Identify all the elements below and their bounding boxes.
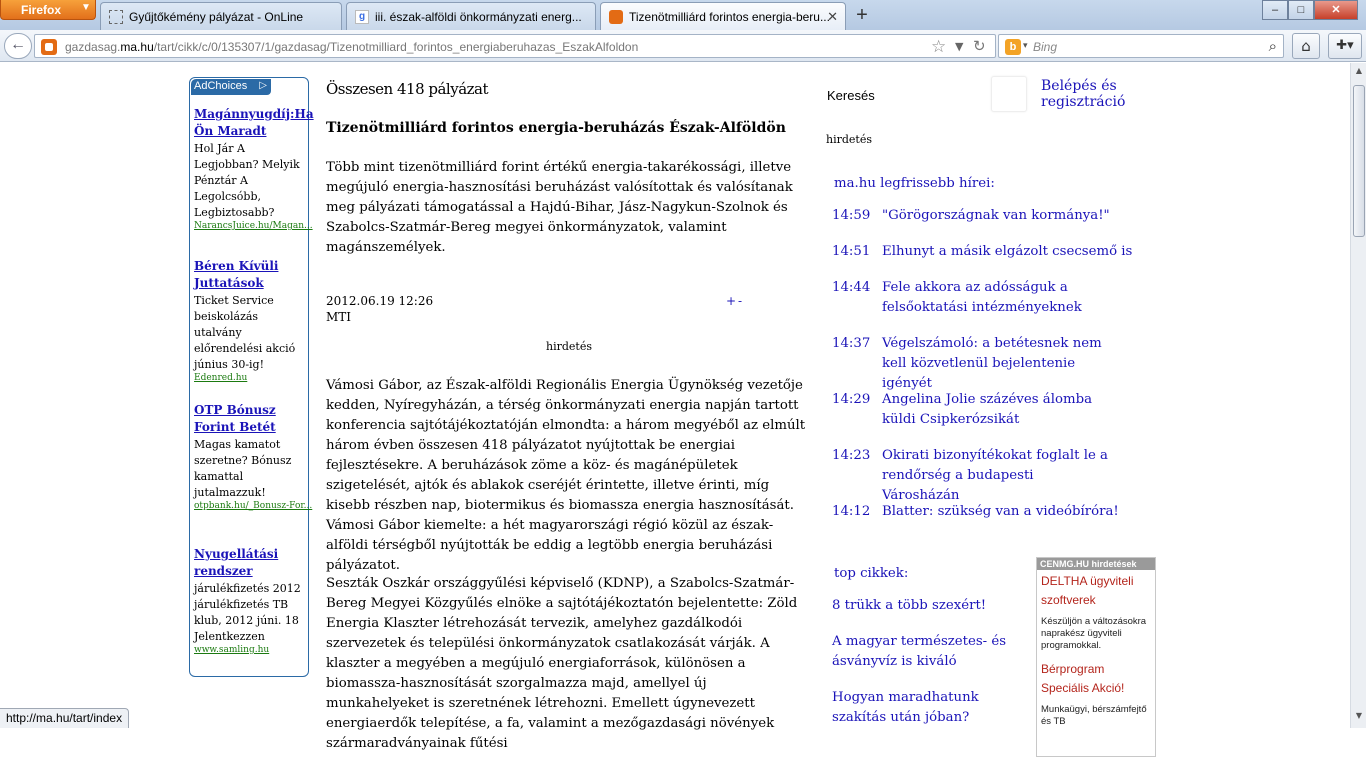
history-dropdown-icon[interactable]: ▼	[955, 40, 964, 53]
article-source: MTI	[326, 310, 352, 324]
login-register-link[interactable]	[1041, 78, 1125, 110]
latest-news-heading[interactable]: ma.hu legfrissebb hírei:	[834, 176, 995, 191]
application-count: Összesen 418 pályázat	[326, 80, 489, 98]
tab-title: iii. észak-alföldi önkormányzati energ...	[375, 10, 582, 24]
ad-item[interactable]	[194, 258, 308, 383]
login-link-line: regisztráció	[1041, 94, 1126, 110]
scroll-down-icon[interactable]: ▼	[1355, 711, 1363, 720]
font-size-controls[interactable]: +-	[726, 294, 745, 308]
tab-title: Tizenötmilliárd forintos energia-beru...	[629, 10, 830, 24]
navigation-toolbar	[0, 30, 1366, 62]
cenmg-ad-text: Munkaügyi, bérszámfejtő és TB	[1041, 704, 1147, 727]
cenmg-ad-box	[1036, 557, 1156, 757]
news-time: 14:44	[832, 280, 871, 295]
article-headline: Tizenötmilliárd forintos energia-beruházás Észak-Alföldön	[326, 120, 786, 136]
tab-2[interactable]	[346, 2, 596, 30]
adchoices-label: AdChoices	[194, 80, 248, 92]
ad-item[interactable]	[194, 402, 313, 511]
plus-icon: +	[856, 4, 868, 26]
ad-sidebar	[189, 77, 314, 677]
search-label[interactable]: Keresés	[827, 88, 875, 103]
page-icon	[109, 10, 123, 24]
ad-text: Hol Jár A Legjobban? Melyik Pénztár A Legolcsóbb, Legbiztosabb?	[194, 142, 300, 219]
home-button[interactable]	[1292, 33, 1320, 59]
maximize-button[interactable]	[1288, 0, 1314, 20]
news-item[interactable]	[832, 446, 1152, 506]
bookmark-star-icon[interactable]: ☆	[931, 37, 947, 57]
news-time: 14:51	[832, 244, 871, 259]
ad-item[interactable]	[194, 546, 308, 655]
news-time: 14:12	[832, 504, 871, 519]
scrollbar-thumb[interactable]	[1353, 85, 1365, 237]
firefox-menu-button[interactable]	[0, 0, 96, 20]
url-text[interactable]	[65, 40, 638, 54]
address-bar[interactable]	[34, 34, 996, 58]
ad-url[interactable]: NarancsJuice.hu/Magan...	[194, 221, 313, 231]
arrow-left-icon: ←	[10, 36, 26, 53]
top-article-link[interactable]: Hogyan maradhatunk szakítás után jóban?	[832, 690, 979, 725]
news-time: 14:59	[832, 208, 871, 223]
chevron-down-icon: ▼	[81, 2, 91, 13]
mahu-icon	[609, 10, 623, 24]
search-icon[interactable]: ⌕	[1268, 37, 1277, 55]
ad-item[interactable]	[194, 106, 314, 231]
ad-label: hirdetés	[826, 133, 872, 146]
news-item[interactable]	[832, 334, 1152, 394]
news-item[interactable]	[832, 278, 1152, 318]
close-window-button[interactable]	[1314, 0, 1358, 20]
search-engine-dropdown-icon[interactable]: ▾	[1023, 41, 1028, 51]
news-item[interactable]	[832, 390, 1152, 430]
url-subdomain: gazdasag.	[65, 40, 121, 54]
top-articles-heading[interactable]: top cikkek:	[834, 566, 909, 581]
status-bar: http://ma.hu/tart/index	[0, 708, 129, 728]
ad-url[interactable]: Edenred.hu	[194, 373, 248, 383]
ad-title[interactable]: Béren Kívüli Juttatások	[194, 259, 279, 290]
ad-title[interactable]: Magánnyugdíj:Ha Ön Maradt	[194, 107, 314, 138]
scroll-up-icon[interactable]: ▲	[1355, 66, 1363, 75]
firefox-menu-label: Firefox	[21, 3, 62, 17]
news-item[interactable]	[832, 242, 1152, 262]
google-icon: g	[355, 10, 369, 24]
ad-label: hirdetés	[546, 340, 592, 353]
news-item[interactable]	[832, 206, 1152, 226]
search-bar[interactable]	[998, 34, 1284, 58]
top-article-link[interactable]: 8 trükk a több szexért!	[832, 598, 987, 613]
page-viewport	[0, 63, 1350, 751]
bing-icon[interactable]: b	[1005, 39, 1021, 55]
close-icon: ✕	[1331, 4, 1341, 16]
news-title[interactable]: Angelina Jolie százéves álomba küldi Csipkerózsikát	[882, 392, 1093, 427]
news-time: 14:23	[832, 448, 871, 463]
ad-title[interactable]: Nyugellátási rendszer	[194, 547, 279, 578]
site-favicon-icon	[41, 39, 57, 55]
reload-icon[interactable]: ↻	[973, 37, 986, 55]
top-article-link[interactable]: A magyar természetes- és ásványvíz is kiváló	[832, 634, 1007, 669]
article-paragraph: Vámosi Gábor, az Észak-alföldi Regionális Energia Ügynökség vezetője kedden, Nyíregyházán, a térség önkormányzati energia napján tartott konferencia sajtótájékoztatóján elmondta: a három megyéből az elmúlt három évben összesen 418 pályázatot nyújtottak be energiai fejlesztésekre. A beruházások zöme a köz- és magánépületek szigetelését, ajtók és ablakok cseréjét érintette, illetve érinti, míg kisebb részben nap, biotermikus és biomassza energia hasznosítását. Vámosi Gábor kiemelte: a hét magyarországi régió közül az észak-alföldi térségből nyújtották be eddig a legtöbb energia beruházási pályázatot.	[326, 378, 806, 573]
minimize-icon: –	[1271, 4, 1279, 16]
login-link-line: Belépés és	[1041, 78, 1117, 94]
news-time: 14:29	[832, 392, 871, 407]
article-dateline	[326, 293, 433, 325]
url-path: /tart/cikk/c/0/135307/1/gazdasag/Tizenotmilliard_forintos_energiaberuhazas_EszakAlfoldon	[153, 40, 639, 54]
ad-text: Ticket Service beiskolázás utalvány előrendelési akció június 30-ig!	[194, 294, 296, 371]
cenmg-ad-title[interactable]: DELTHA ügyviteli szoftverek	[1041, 574, 1134, 607]
tab-3-active[interactable]	[600, 2, 846, 30]
addons-button[interactable]	[1328, 33, 1362, 59]
ad-title[interactable]: OTP Bónusz Forint Betét	[194, 403, 276, 434]
news-title[interactable]: Végelszámoló: a betétesnek nem kell közvetlenül bejelentenie igényét	[882, 336, 1102, 391]
cenmg-ad-text: Készüljön a változásokra naprakész ügyviteli programokkal.	[1041, 616, 1147, 651]
news-title[interactable]: Okirati bizonyítékokat foglalt le a rendőrség a budapesti Városházán	[882, 448, 1108, 503]
play-icon: ▷	[259, 80, 267, 91]
tab-strip	[0, 0, 1366, 30]
news-title[interactable]: Elhunyt a másik elgázolt csecsemő is	[882, 244, 1133, 259]
ad-url[interactable]: www.samling.hu	[194, 645, 270, 655]
close-tab-icon[interactable]: ✕	[827, 9, 838, 24]
tab-title: Gyűjtőkémény pályázat - OnLine	[129, 10, 304, 24]
adchoices-badge[interactable]	[191, 79, 271, 95]
ad-url[interactable]: otpbank.hu/_Bonusz-For...	[194, 501, 313, 511]
login-widget[interactable]	[991, 76, 1027, 112]
news-title[interactable]: "Görögországnak van kormánya!"	[882, 208, 1110, 223]
back-button[interactable]	[4, 33, 32, 59]
minimize-button[interactable]	[1262, 0, 1288, 20]
maximize-icon: □	[1297, 4, 1305, 16]
vertical-scrollbar[interactable]	[1350, 63, 1366, 728]
cenmg-header: CENMG.HU hirdetések	[1037, 558, 1155, 570]
ad-text: járulékfizetés 2012 járulékfizetés TB klub, 2012 júni. 18 Jelentkezzen	[194, 582, 301, 643]
news-title[interactable]: Blatter: szükség van a videóbíróra!	[882, 504, 1119, 519]
tab-1[interactable]	[100, 2, 342, 30]
news-item[interactable]	[832, 502, 1152, 522]
search-input[interactable]: Bing	[1033, 40, 1058, 54]
news-title[interactable]: Fele akkora az adósságuk a felsőoktatási intézményeknek	[882, 280, 1082, 315]
puzzle-icon: ✚▾	[1336, 38, 1354, 53]
new-tab-button[interactable]	[848, 4, 876, 28]
ad-text: Magas kamatot szeretne? Bónusz kamattal jutalmazzuk!	[194, 438, 292, 499]
article-date: 2012.06.19 12:26	[326, 294, 434, 308]
url-domain: ma.hu	[120, 40, 154, 54]
news-time: 14:37	[832, 336, 871, 351]
home-icon: ⌂	[1301, 37, 1311, 55]
article-paragraph: Seszták Oszkár országgyűlési képviselő (KDNP), a Szabolcs-Szatmár-Bereg Megyei Közgyűlés elnöke a sajtótájékoztatón bejelentette: Zöld Energia Klaszter létrehozását tervezik, amelyhez gazdálkodói szervezetek és települési önkormányzatok csatlakozását várják. A klaszter a megyében a megújuló energiaforrások, különösen a biomassza-hasznosítását szorgalmazza majd, amellyel új munkahelyeket is szeretnének létrehozni. Emellett úgynevezett energiaerdők telepítése, a fa, valamint a mezőgazdasági növények szármaradványainak fűtési	[326, 576, 798, 751]
article-lead: Több mint tizenötmilliárd forint értékű energia-takarékossági, illetve megújuló energia-hasznosítási beruházást valósítottak és valósítanak meg pályázati támogatással a Hajdú-Bihar, Jász-Nagykun-Szolnok és Szabolcs-Szatmár-Bereg megyei önkormányzatok, valamint magánszemélyek.	[326, 160, 793, 255]
cenmg-ad-title[interactable]: Bérprogram Speciális Akció!	[1041, 662, 1125, 695]
